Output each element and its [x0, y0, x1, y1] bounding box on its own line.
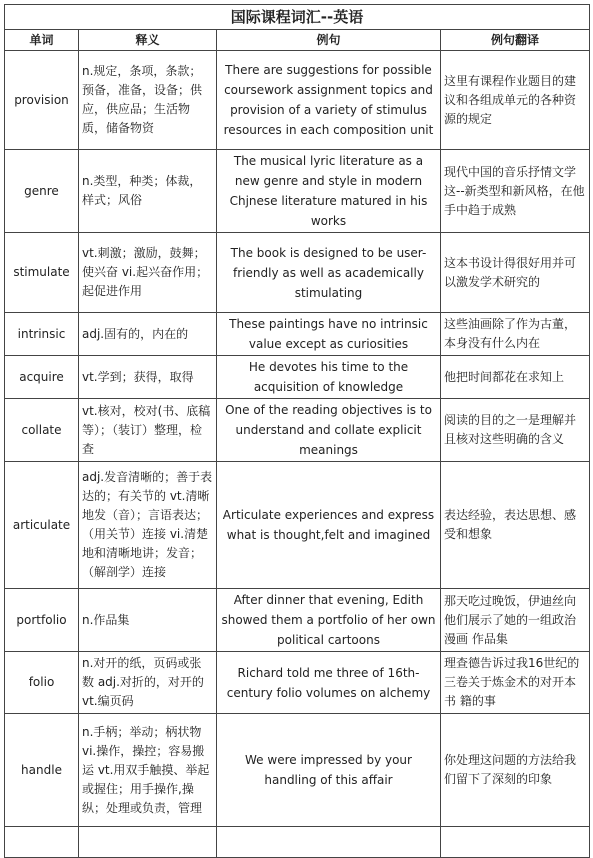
- cell-def: vt.学到；获得，取得: [79, 356, 217, 399]
- vocabulary-table: [4, 4, 590, 858]
- header-row: [5, 30, 590, 51]
- cell-tr: 这里有课程作业题目的建议和各组成单元的各种资源的规定: [441, 51, 590, 150]
- cell-word: collate: [5, 399, 79, 462]
- cell-ex: One of the reading objectives is to understand and collate explicit meanings: [217, 399, 441, 462]
- cell-word: acquire: [5, 356, 79, 399]
- cell-ex: [217, 827, 441, 858]
- cell-ex: The book is designed to be user-friendly as well as academically stimulating: [217, 233, 441, 313]
- cell-tr: [441, 827, 590, 858]
- table-row: [5, 356, 590, 399]
- header-translation: 例句翻译: [441, 30, 590, 51]
- cell-word: stimulate: [5, 233, 79, 313]
- table-row: [5, 313, 590, 356]
- cell-def: adj.发音清晰的；善于表达的；有关节的 vt.清晰地发（音）；言语表达；（用关节）连接 vi.清楚地和清晰地讲；发音；（解剖学）连接: [79, 462, 217, 589]
- cell-word: intrinsic: [5, 313, 79, 356]
- table-row: [5, 652, 590, 714]
- header-word: 单词: [5, 30, 79, 51]
- cell-tr: 阅读的目的之一是理解并且核对这些明确的含义: [441, 399, 590, 462]
- cell-def: n.规定，条项，条款；预备，准备，设备；供应，供应品；生活物质，储备物资: [79, 51, 217, 150]
- cell-word: handle: [5, 714, 79, 827]
- table-row: [5, 827, 590, 858]
- table-row: [5, 150, 590, 233]
- cell-word: genre: [5, 150, 79, 233]
- cell-tr: 那天吃过晚饭，伊迪丝向他们展示了她的一组政治漫画 作品集: [441, 589, 590, 652]
- cell-tr: 这些油画除了作为古董，本身没有什么内在: [441, 313, 590, 356]
- table-row: [5, 462, 590, 589]
- cell-ex: Articulate experiences and express what is thought,felt and imagined: [217, 462, 441, 589]
- cell-word: articulate: [5, 462, 79, 589]
- table-row: [5, 399, 590, 462]
- cell-def: vt.核对，校对(书、底稿等）；（装订）整理，检查: [79, 399, 217, 462]
- cell-tr: 理查德告诉过我16世纪的三卷关于炼金术的对开本书 籍的事: [441, 652, 590, 714]
- cell-tr: 你处理这问题的方法给我们留下了深刻的印象: [441, 714, 590, 827]
- cell-tr: 他把时间都花在求知上: [441, 356, 590, 399]
- table-row: [5, 233, 590, 313]
- cell-ex: Richard told me three of 16th-century folio volumes on alchemy: [217, 652, 441, 714]
- table-row: [5, 714, 590, 827]
- cell-def: n.对开的纸，页码或张数 adj.对折的，对开的 vt.编页码: [79, 652, 217, 714]
- cell-ex: He devotes his time to the acquisition of knowledge: [217, 356, 441, 399]
- table-title: 国际课程词汇--英语: [5, 5, 590, 30]
- table-row: [5, 51, 590, 150]
- cell-word: provision: [5, 51, 79, 150]
- cell-word: portfolio: [5, 589, 79, 652]
- cell-tr: 这本书设计得很好用并可以激发学术研究的: [441, 233, 590, 313]
- cell-def: adj.固有的，内在的: [79, 313, 217, 356]
- table-row: [5, 589, 590, 652]
- cell-def: n.作品集: [79, 589, 217, 652]
- cell-def: n.手柄；举动；柄状物 vi.操作，操控；容易搬运 vt.用双手触摸、举起或握住；用手操作,操纵；处理或负责，管理: [79, 714, 217, 827]
- cell-word: [5, 827, 79, 858]
- cell-def: [79, 827, 217, 858]
- cell-def: n.类型，种类；体裁，样式；风俗: [79, 150, 217, 233]
- cell-ex: After dinner that evening, Edith showed them a portfolio of her own political cartoons: [217, 589, 441, 652]
- cell-tr: 现代中国的音乐抒情文学这--新类型和新风格，在他手中趋于成熟: [441, 150, 590, 233]
- header-definition: 释义: [79, 30, 217, 51]
- header-example: 例句: [217, 30, 441, 51]
- cell-ex: There are suggestions for possible coursework assignment topics and provision of a variety of stimulus resources in each composition unit: [217, 51, 441, 150]
- cell-ex: We were impressed by your handling of this affair: [217, 714, 441, 827]
- cell-word: folio: [5, 652, 79, 714]
- cell-tr: 表达经验，表达思想、感受和想象: [441, 462, 590, 589]
- cell-ex: These paintings have no intrinsic value except as curiosities: [217, 313, 441, 356]
- cell-ex: The musical lyric literature as a new genre and style in modern Chjnese literature matured in his works: [217, 150, 441, 233]
- cell-def: vt.刺激；激励，鼓舞；使兴奋 vi.起兴奋作用；起促进作用: [79, 233, 217, 313]
